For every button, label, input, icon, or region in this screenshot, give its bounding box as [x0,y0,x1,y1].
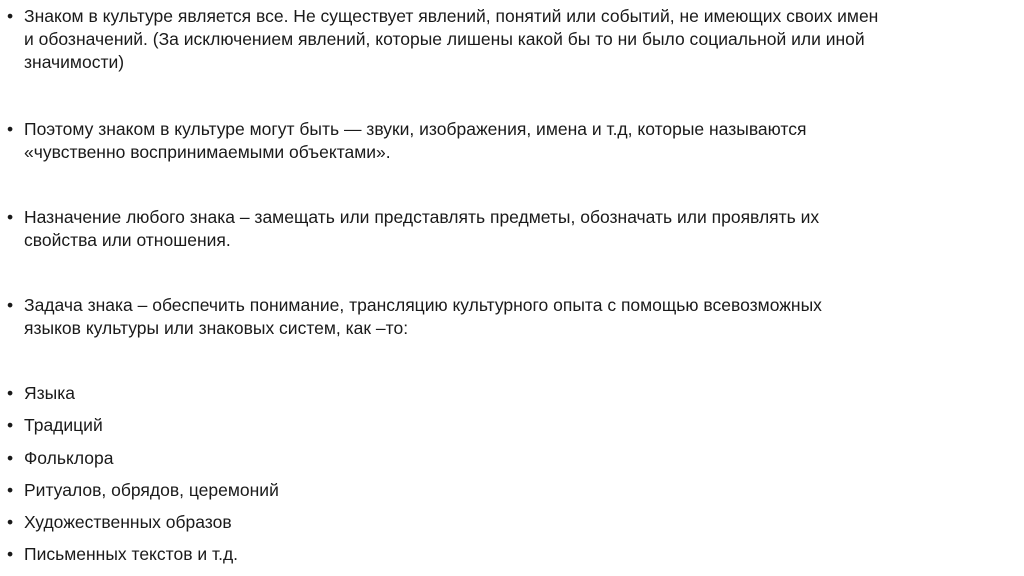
bullet-marker: • [7,415,14,435]
paragraph-1 [4,5,1014,74]
list-item [4,447,1014,470]
paragraph-3-text [24,206,1014,252]
paragraph-line: языков культуры или знаковых систем, как –то: [24,318,409,338]
list-item [4,479,1014,502]
bullet-marker: • [7,6,14,26]
list-item-text: Художественных образов [24,512,232,532]
paragraph-1-text [24,5,1014,74]
paragraph-line: свойства или отношения. [24,230,231,250]
paragraph-line: Задача знака – обеспечить понимание, трансляцию культурного опыта с помощью всевозможных [24,295,822,315]
bullet-marker: • [7,512,14,532]
list-item [4,414,1014,437]
bullet-marker: • [7,119,14,139]
paragraph-line: Поэтому знаком в культуре могут быть — звуки, изображения, имена и т.д, которые называются [24,119,807,139]
bullet-marker: • [7,480,14,500]
paragraph-3 [4,206,1014,252]
paragraph-line: и обозначений. (За исключением явлений, которые лишены какой бы то ни было социальной или иной [24,29,865,49]
paragraph-4 [4,294,1014,340]
list-item-text: Письменных текстов и т.д. [24,544,239,564]
paragraph-line: значимости) [24,52,125,72]
list-item-text: Ритуалов, обрядов, церемоний [24,480,279,500]
paragraph-2-text [24,118,1014,164]
list-item-text: Традиций [24,415,103,435]
bullet-marker: • [7,448,14,468]
bullet-marker: • [7,207,14,227]
list-item-text: Фольклора [24,448,114,468]
paragraph-2 [4,118,1014,164]
paragraph-4-text [24,294,1014,340]
paragraph-line: Назначение любого знака – замещать или представлять предметы, обозначать или проявлять их [24,207,820,227]
bullet-marker: • [7,295,14,315]
bullet-marker: • [7,544,14,564]
bullet-marker: • [7,383,14,403]
list-item [4,543,1014,566]
list-item [4,382,1014,405]
list-item [4,511,1014,534]
paragraph-line: «чувственно воспринимаемыми объектами». [24,142,391,162]
list-item-text: Языка [24,383,76,403]
paragraph-line: Знаком в культуре является все. Не существует явлений, понятий или событий, не имеющих своих имен [24,6,879,26]
